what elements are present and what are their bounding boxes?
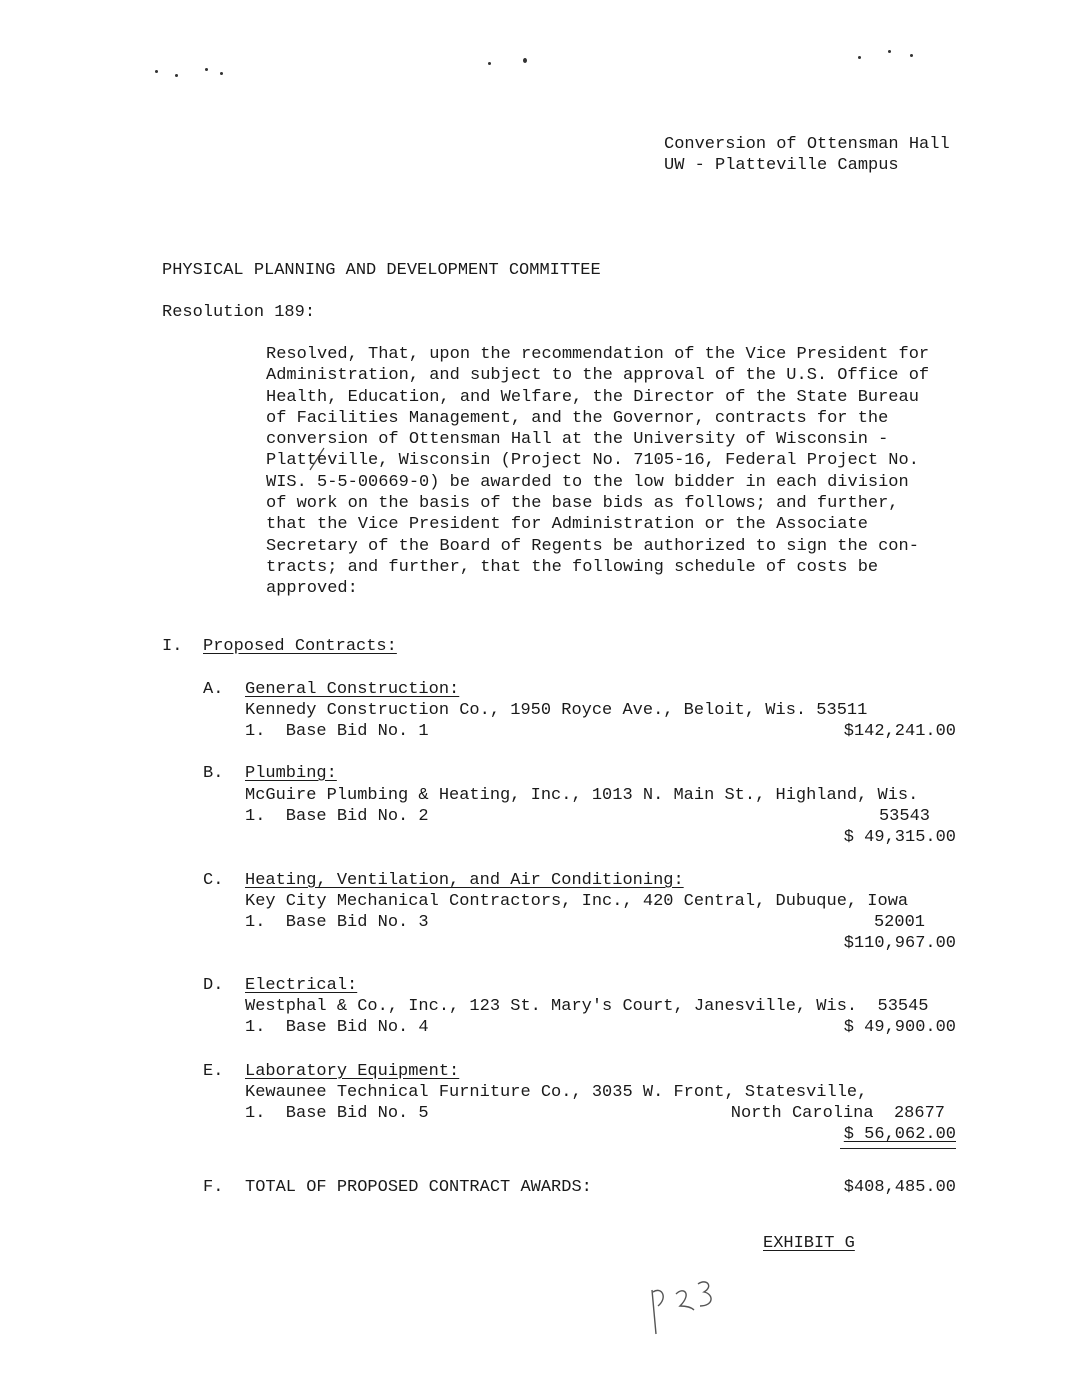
total-rule [840,1148,956,1149]
contract-letter: C. [203,871,224,890]
scan-speck [205,68,208,71]
total-label: TOTAL OF PROPOSED CONTRACT AWARDS: [245,1178,592,1197]
contractor-line: McGuire Plumbing & Heating, Inc., 1013 N. Main St., Highland, Wis. [245,786,919,805]
scan-speck [175,74,178,77]
contract-title: General Construction: [245,680,460,699]
total-letter: F. [203,1178,224,1197]
zip-code: 53543 [878,807,930,826]
contract-title: Electrical: [245,976,358,995]
base-bid: 1. Base Bid No. 2 [245,807,429,826]
body-line: Health, Education, and Welfare, the Director of the State Bureau [266,387,919,407]
contractor-line: Kewaunee Technical Furniture Co., 3035 W. Front, Statesville, [245,1083,868,1102]
section-title: Proposed Contracts: [203,637,397,656]
scan-speck [910,54,913,57]
contract-title: Laboratory Equipment: [245,1062,460,1081]
bid-amount: $ 49,315.00 [843,828,956,847]
body-line: conversion of Ottensman Hall at the University of Wisconsin - [266,430,889,450]
contract-letter: A. [203,680,224,699]
scan-speck [858,56,861,59]
total-amount: $408,485.00 [843,1178,956,1197]
stray-pen-mark [308,446,328,472]
scan-speck [888,50,891,53]
contract-letter: D. [203,976,224,995]
committee-heading: PHYSICAL PLANNING AND DEVELOPMENT COMMITTEE [162,261,601,280]
handwritten-page-note [640,1272,730,1342]
contract-title: Plumbing: [245,764,337,783]
resolution-body [266,344,966,600]
bid-amount: $ 49,900.00 [843,1018,956,1037]
section-number: I. [162,637,183,656]
zip-code: 52001 [873,913,925,932]
contractor-line: Key City Mechanical Contractors, Inc., 420 Central, Dubuque, Iowa [245,892,909,911]
base-bid: 1. Base Bid No. 1 [245,722,429,741]
base-bid: 1. Base Bid No. 3 [245,913,429,932]
body-line: approved: [266,579,358,599]
body-line: Resolved, That, upon the recommendation of the Vice President for [266,345,930,364]
contract-letter: B. [203,764,224,783]
body-line: of Facilities Management, and the Governor, contracts for the [266,408,889,428]
scan-speck [523,58,527,63]
contractor-line: Kennedy Construction Co., 1950 Royce Ave., Beloit, Wis. 53511 [245,701,868,720]
base-bid: 1. Base Bid No. 4 [245,1018,429,1037]
contract-title: Heating, Ventilation, and Air Conditioning: [245,871,684,890]
exhibit-label: EXHIBIT G [763,1234,855,1253]
bid-amount: $110,967.00 [843,934,956,953]
scan-speck [155,70,158,73]
contract-letter: E. [203,1062,224,1081]
body-line: of work on the basis of the base bids as follows; and further, [266,494,899,514]
bid-amount: $142,241.00 [843,722,956,741]
body-line: Administration, and subject to the approval of the U.S. Office of [266,366,930,386]
body-line: that the Vice President for Administration or the Associate [266,515,868,535]
base-bid: 1. Base Bid No. 5 [245,1104,429,1123]
zip-code: North Carolina 28677 [730,1104,945,1123]
body-line: tracts; and further, that the following schedule of costs be [266,557,879,577]
body-line: WIS. 5-5-00669-0) be awarded to the low bidder in each division [266,472,909,492]
header-title: Conversion of Ottensman Hall [664,135,950,154]
contractor-line: Westphal & Co., Inc., 123 St. Mary's Court, Janesville, Wis. 53545 [245,997,929,1016]
scan-speck [488,62,491,65]
body-line: Platteville, Wisconsin (Project No. 7105-16, Federal Project No. [266,451,919,471]
scan-speck [220,72,223,75]
resolution-number: Resolution 189: [162,303,316,322]
bid-amount: $ 56,062.00 [843,1125,956,1144]
body-line: Secretary of the Board of Regents be authorized to sign the con- [266,536,919,556]
header-campus: UW - Platteville Campus [664,156,899,175]
